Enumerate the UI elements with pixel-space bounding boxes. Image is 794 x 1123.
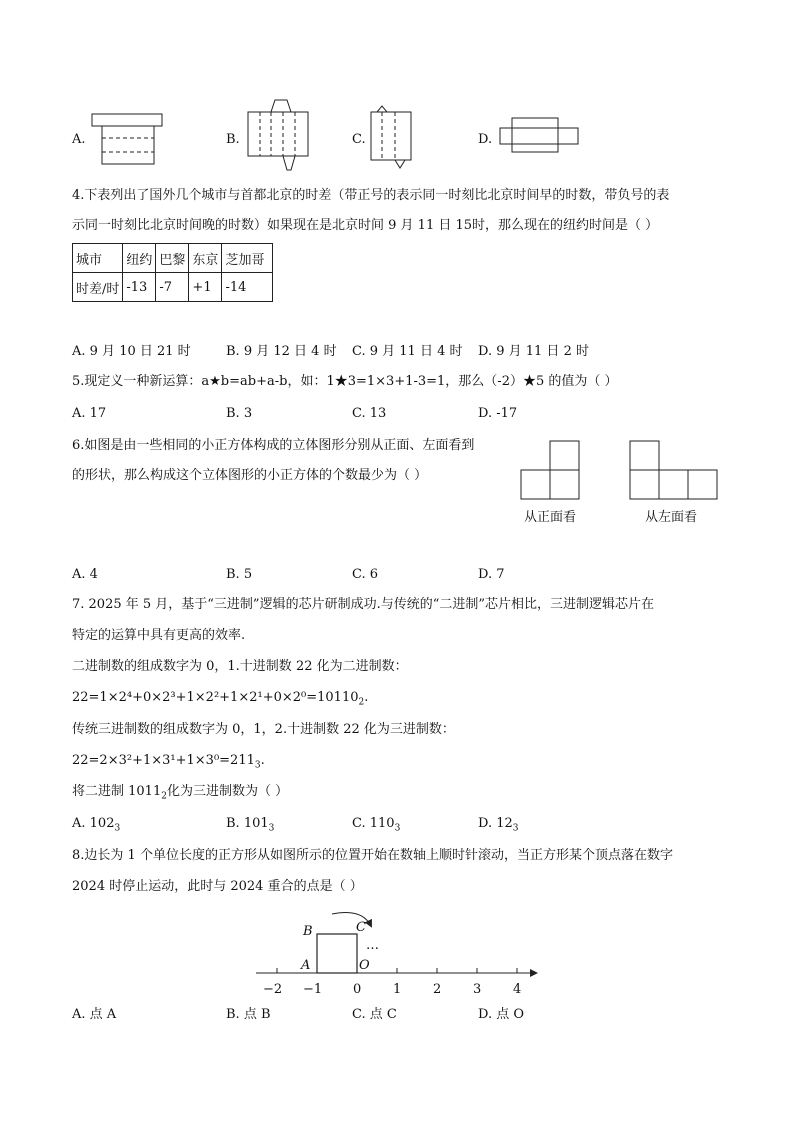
q7-option-a: A. $102_3$ xyxy=(72,816,121,834)
q7-line-7 xyxy=(72,782,288,807)
tick-label: 3 xyxy=(473,982,482,997)
q7-option-b: B. $101_3$ xyxy=(226,816,275,834)
table-cell: 巴黎 xyxy=(156,244,189,273)
q6-option-a: A. 4 xyxy=(72,567,98,582)
q7-line-3: 二进制数的组成数字为 0，1.十进制数 22 化为二进制数： xyxy=(72,659,408,674)
left-view-caption: 从左面看 xyxy=(645,510,698,525)
table-cell: 纽约 xyxy=(123,244,156,273)
table-cell: -14 xyxy=(222,273,273,302)
q3-net-d-figure xyxy=(496,114,586,160)
q6-stem-line-2: 的形状，那么构成这个立体图形的小正方体的个数最少为（ ） xyxy=(72,468,428,483)
q7-line-6: $22=2\times 3^2+1\times 3^1+1\times 3^0=211_3$. xyxy=(72,753,265,771)
q5-option-b: B. 3 xyxy=(226,406,253,421)
q6-option-c: C. 6 xyxy=(352,567,379,582)
table-cell: +1 xyxy=(189,273,222,302)
q8-option-b: B. 点 B xyxy=(226,1007,271,1022)
table-cell: 时差/时 xyxy=(73,273,123,302)
q3-option-d-label: D. xyxy=(478,132,493,147)
base-subscript: 2 xyxy=(161,791,167,802)
base-subscript: 2 xyxy=(358,697,365,708)
vertex-label-o: O xyxy=(359,958,370,973)
q4-option-a: A. 9 月 10 日 21 时 xyxy=(72,344,191,359)
q8-option-c: C. 点 C xyxy=(352,1007,397,1022)
left-view-figure xyxy=(629,440,721,502)
q3-option-c-label: C. xyxy=(352,132,366,147)
vertex-label-a: A xyxy=(301,958,311,973)
vertex-label-c: C xyxy=(356,920,366,935)
tick-label: −1 xyxy=(303,982,323,997)
q5-option-d: D. -17 xyxy=(478,406,518,421)
q8-line-1: 8.边长为 1 个单位长度的正方形从如图所示的位置开始在数轴上顺时针滚动，当正方形某个顶点落在数字 xyxy=(72,848,673,863)
q4-stem-line-1: 4.下表列出了国外几个城市与首都北京的时差（带正号的表示同一时刻比北京时间早的时数，带负号的表 xyxy=(72,188,670,203)
q4-stem-line-2: 示同一时刻比北京时间晚的时数）如果现在是北京时间 9 月 11 日 15时，那么现在的纽约时间是（ ） xyxy=(72,218,659,233)
q5-option-a: A. 17 xyxy=(72,406,107,421)
q7-line-4: $22=1\times 2^4+0\times 2^3+1\times 2^2+1\times 2^1+0\times 2^0=10110_2$. xyxy=(72,690,369,708)
rolling-square xyxy=(317,934,357,973)
q3-option-b-label: B. xyxy=(226,132,240,147)
tick-label: 2 xyxy=(433,982,442,997)
q3-option-a-label: A. xyxy=(72,132,86,147)
q7-option-c: C. $110_3$ xyxy=(352,816,401,834)
tick-label: 0 xyxy=(353,982,362,997)
tick-label: 4 xyxy=(513,982,522,997)
front-view-caption: 从正面看 xyxy=(524,510,577,525)
table-cell: 城市 xyxy=(73,244,123,273)
q6-option-b: B. 5 xyxy=(226,567,253,582)
q4-option-c: C. 9 月 11 日 4 时 xyxy=(352,344,463,359)
vertex-label-b: B xyxy=(303,924,313,939)
table-cell: 芝加哥 xyxy=(222,244,273,273)
q4-option-b: B. 9 月 12 日 4 时 xyxy=(226,344,337,359)
q7-question-post: 化为三进制数为（ ） xyxy=(166,784,289,799)
table-cell: 东京 xyxy=(189,244,222,273)
ellipsis-mark: … xyxy=(366,938,379,953)
q4-option-d: D. 9 月 11 日 2 时 xyxy=(478,344,589,359)
q5-option-c: C. 13 xyxy=(352,406,387,421)
q7-option-d: D. $12_3$ xyxy=(478,816,519,834)
table-cell: -13 xyxy=(123,273,156,302)
q7-question-pre: 将二进制 1011 xyxy=(72,784,162,799)
base-subscript: 3 xyxy=(254,760,261,771)
q3-net-a-figure xyxy=(90,110,170,170)
front-view-figure xyxy=(520,440,582,502)
q5-stem: 5.现定义一种新运算：a★b=ab+a-b，如：1★3=1×3+1-3=1，那么（-2）★5 的值为（ ） xyxy=(72,374,618,389)
q3-net-c-figure xyxy=(365,102,425,172)
table-row xyxy=(73,273,273,302)
q3-net-b-figure xyxy=(240,96,320,176)
tick-label: −2 xyxy=(263,982,283,997)
q7-line-1: 7. 2025 年 5 月，基于“三进制”逻辑的芯片研制成功.与传统的“二进制”芯片相比，三进制逻辑芯片在 xyxy=(72,597,655,612)
table-cell: -7 xyxy=(156,273,189,302)
tick-label: 1 xyxy=(393,982,402,997)
q8-line-2: 2024 时停止运动，此时与 2024 重合的点是（ ） xyxy=(72,879,363,894)
ternary-expansion: 22=2×3²+1×3¹+1×3⁰=211 xyxy=(72,753,255,768)
q6-stem-line-1: 6.如图是由一些相同的小正方体构成的立体图形分别从正面、左面看到 xyxy=(72,438,475,453)
q6-option-d: D. 7 xyxy=(478,567,505,582)
table-header-row xyxy=(73,244,273,273)
binary-expansion: 22=1×2⁴+0×2³+1×2²+1×2¹+0×2⁰=10110 xyxy=(72,690,359,705)
q7-line-5: 传统三进制数的组成数字为 0，1，2.十进制数 22 化为三进制数： xyxy=(72,722,455,737)
q8-option-d: D. 点 O xyxy=(478,1007,525,1022)
q8-option-a: A. 点 A xyxy=(72,1007,117,1022)
q7-line-2: 特定的运算中具有更高的效率. xyxy=(72,628,246,643)
timezone-table xyxy=(72,243,273,302)
